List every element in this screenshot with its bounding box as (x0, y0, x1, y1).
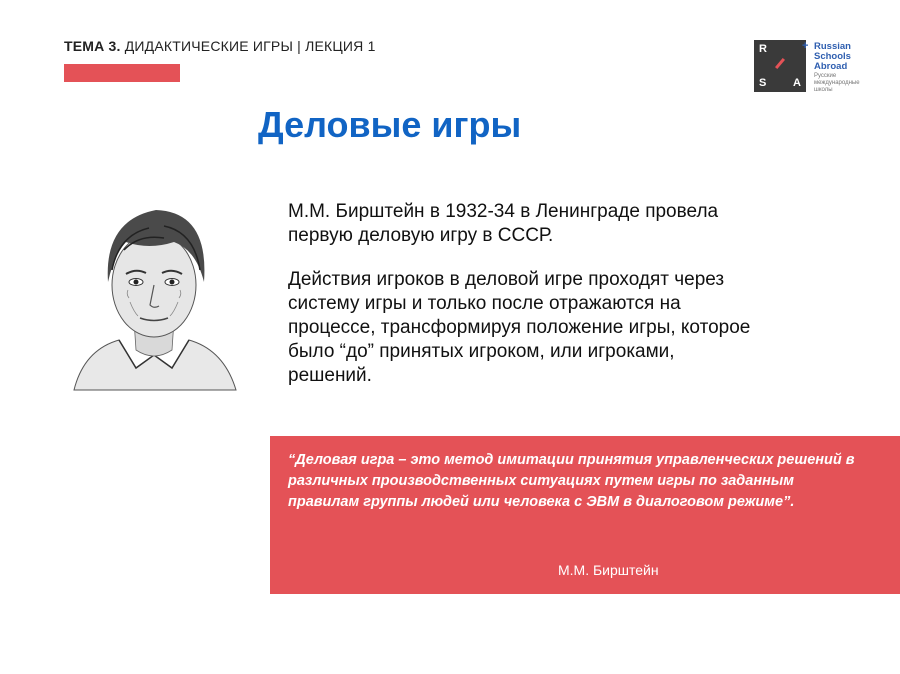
header-accent-bar (64, 64, 180, 82)
logo-slash (775, 58, 785, 69)
topic-number: ТЕМА 3. (64, 38, 121, 54)
lecture-header (64, 38, 376, 54)
portrait-image (64, 190, 244, 400)
logo-letter-a: A (793, 77, 801, 89)
rsa-logo (754, 40, 864, 94)
description-paragraph: Действия игроков в деловой игре проходят через систему игры и только после отражаются на процессе, трансформируя положение игры, которое было “до” принятых игроком, или игроками, решений. (288, 269, 751, 386)
logo-cross-icon: + (802, 40, 809, 52)
logo-letter-r: R (759, 43, 767, 55)
logo-name: Russian Schools Abroad (814, 41, 851, 72)
intro-paragraph: М.М. Бирштейн в 1932-34 в Ленинграде провела первую деловую игру в СССР. (288, 201, 719, 246)
quote-text: “Деловая игра – это метод имитации принятия управленческих решений в различных производственных ситуациях путем игры по заданным правилам группы людей или человека с ЭВМ в диалоговом режиме”. (288, 452, 855, 510)
quote-box (270, 436, 900, 594)
logo-letter-s: S (759, 77, 767, 89)
quote-author: М.М. Бирштейн (558, 562, 659, 578)
slide-title: Деловые игры (258, 104, 522, 145)
topic-title: ДИДАКТИЧЕСКИЕ ИГРЫ | ЛЕКЦИЯ 1 (120, 38, 376, 54)
logo-mark (754, 40, 809, 92)
logo-subtitle: Русские международные школы (814, 73, 860, 93)
